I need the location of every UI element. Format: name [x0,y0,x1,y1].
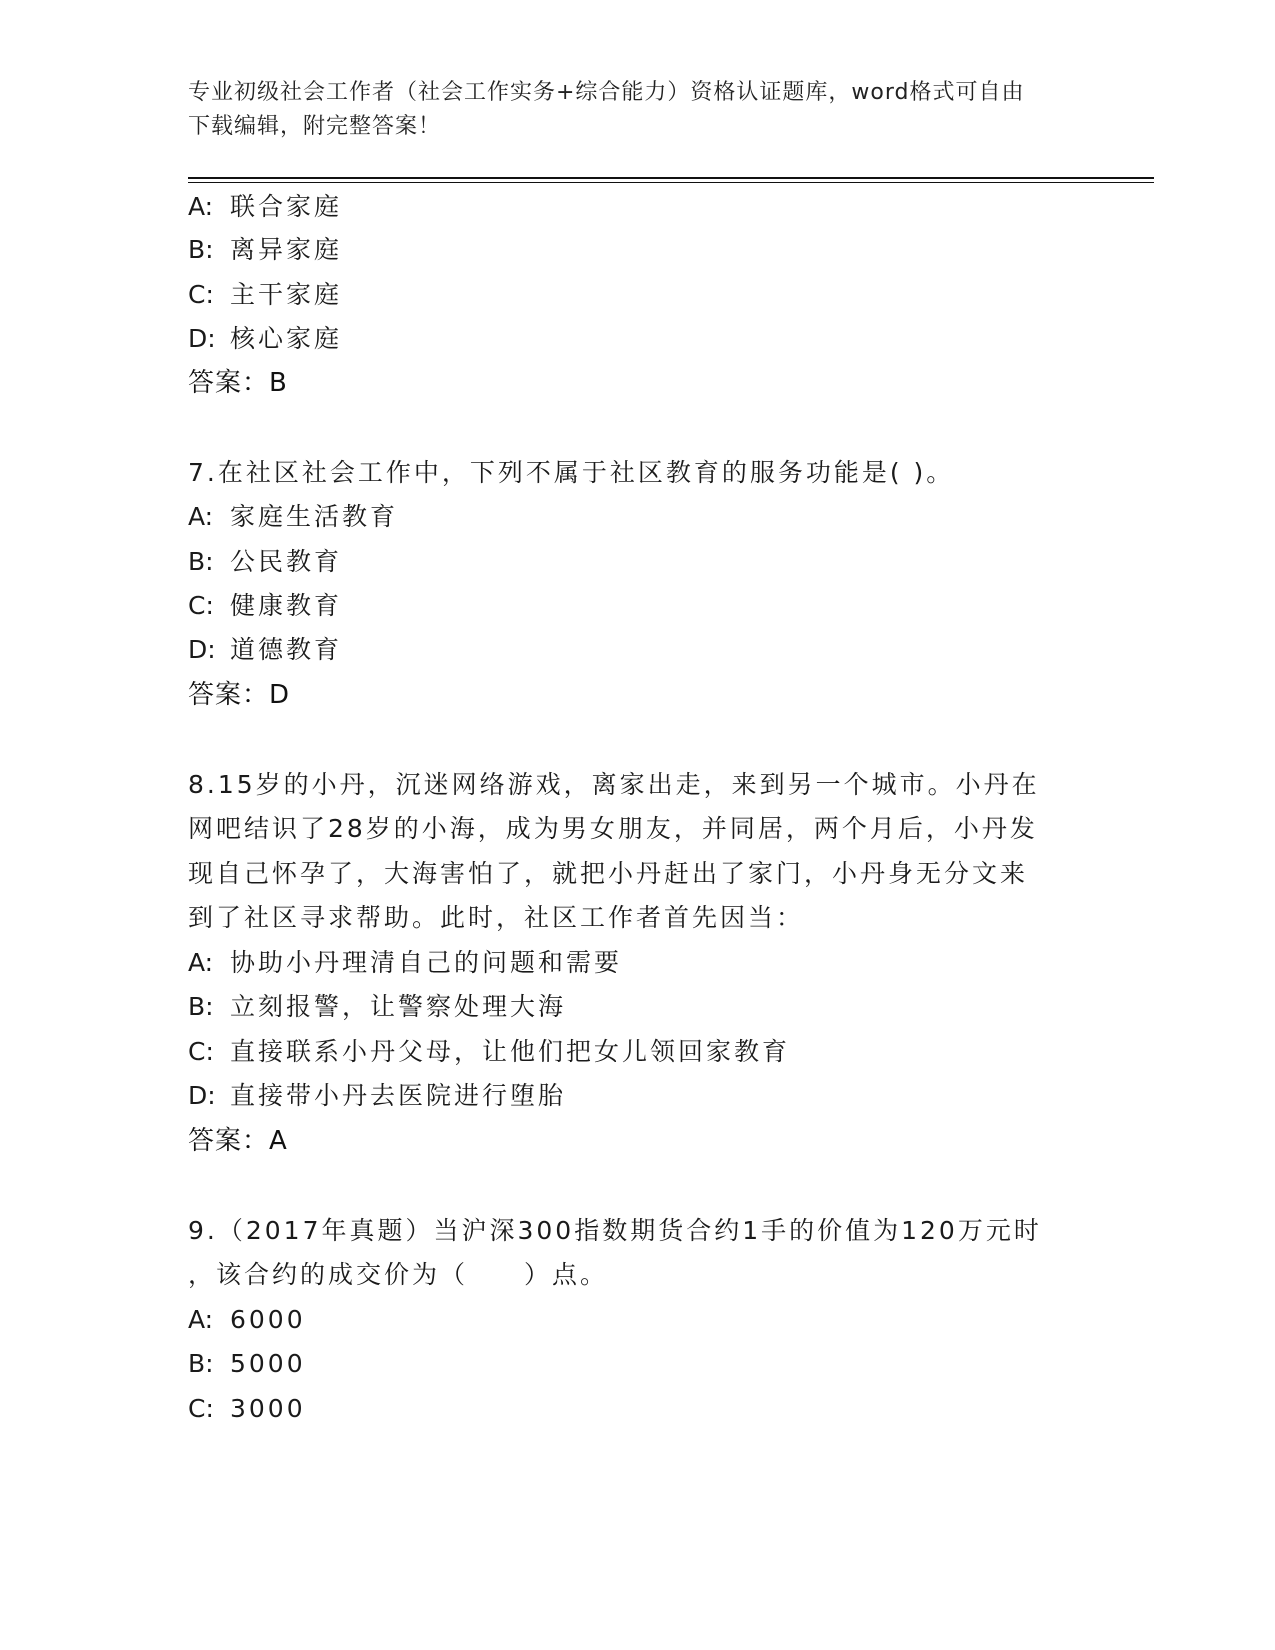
q6-answer: 答案：B [188,368,288,398]
option-label: C: [188,1037,214,1066]
header-divider-thin [188,182,1154,183]
q9-option-b [188,1347,306,1381]
q8-option-b [188,990,566,1024]
option-text: 联合家庭 [230,192,343,221]
header-divider-thick [188,177,1154,179]
option-text: 直接带小丹去医院进行堕胎 [230,1081,567,1110]
option-label: A: [188,192,214,221]
header-line-2: 下载编辑，附完整答案！ [188,114,442,139]
option-text: 主干家庭 [230,280,343,309]
q7-option-c [188,589,342,623]
q6-option-d [188,322,342,356]
q6-option-c [188,278,342,312]
option-text: 公民教育 [230,547,343,576]
q7-option-b [188,545,342,579]
option-label: A: [188,502,214,531]
q8-stem-line-4: 到了社区寻求帮助。此时，社区工作者首先因当： [188,903,805,932]
option-label: D: [188,635,216,664]
option-label: B: [188,1349,214,1378]
option-label: B: [188,547,214,576]
option-label: D: [188,1081,216,1110]
option-label: A: [188,1305,214,1334]
option-text: 协助小丹理清自己的问题和需要 [230,948,623,977]
option-text: 核心家庭 [230,324,343,353]
q8-option-c [188,1035,790,1069]
option-label: B: [188,235,214,264]
header-line-1: 专业初级社会工作者（社会工作实务+综合能力）资格认证题库，word格式可自由 [188,80,1025,105]
q8-option-d [188,1079,566,1113]
q8-stem-line-2: 网吧结识了28岁的小海，成为男女朋友，并同居，两个月后，小丹发 [188,814,1038,843]
q9-option-c [188,1392,306,1426]
q9-stem-line-2: ，该合约的成交价为（ ）点。 [188,1260,609,1289]
option-text: 健康教育 [230,591,343,620]
q7-option-a [188,500,398,534]
q9-option-a [188,1303,306,1337]
q7-stem: 7.在社区社会工作中，下列不属于社区教育的服务功能是( )。 [188,458,955,487]
option-text: 6000 [230,1305,306,1334]
q9-stem-line-1: 9.（2017年真题）当沪深300指数期货合约1手的价值为120万元时 [188,1216,1042,1245]
q8-option-a [188,946,622,980]
option-text: 立刻报警，让警察处理大海 [230,992,567,1021]
option-label: A: [188,948,214,977]
q7-option-d [188,633,342,667]
option-label: C: [188,280,214,309]
option-label: D: [188,324,216,353]
document-header [188,76,1088,144]
option-text: 道德教育 [230,635,343,664]
q8-stem-line-1: 8.15岁的小丹，沉迷网络游戏，离家出走，来到另一个城市。小丹在 [188,770,1040,799]
q6-option-a [188,190,342,224]
option-label: C: [188,591,214,620]
option-text: 3000 [230,1394,306,1423]
q8-stem-line-3: 现自己怀孕了，大海害怕了，就把小丹赶出了家门，小丹身无分文来 [188,859,1029,888]
option-label: C: [188,1394,214,1423]
q7-answer: 答案：D [188,680,291,710]
option-text: 家庭生活教育 [230,502,399,531]
option-text: 离异家庭 [230,235,343,264]
option-label: B: [188,992,214,1021]
option-text: 5000 [230,1349,306,1378]
q6-option-b [188,233,342,267]
q8-answer: 答案：A [188,1126,288,1156]
option-text: 直接联系小丹父母，让他们把女儿领回家教育 [230,1037,791,1066]
